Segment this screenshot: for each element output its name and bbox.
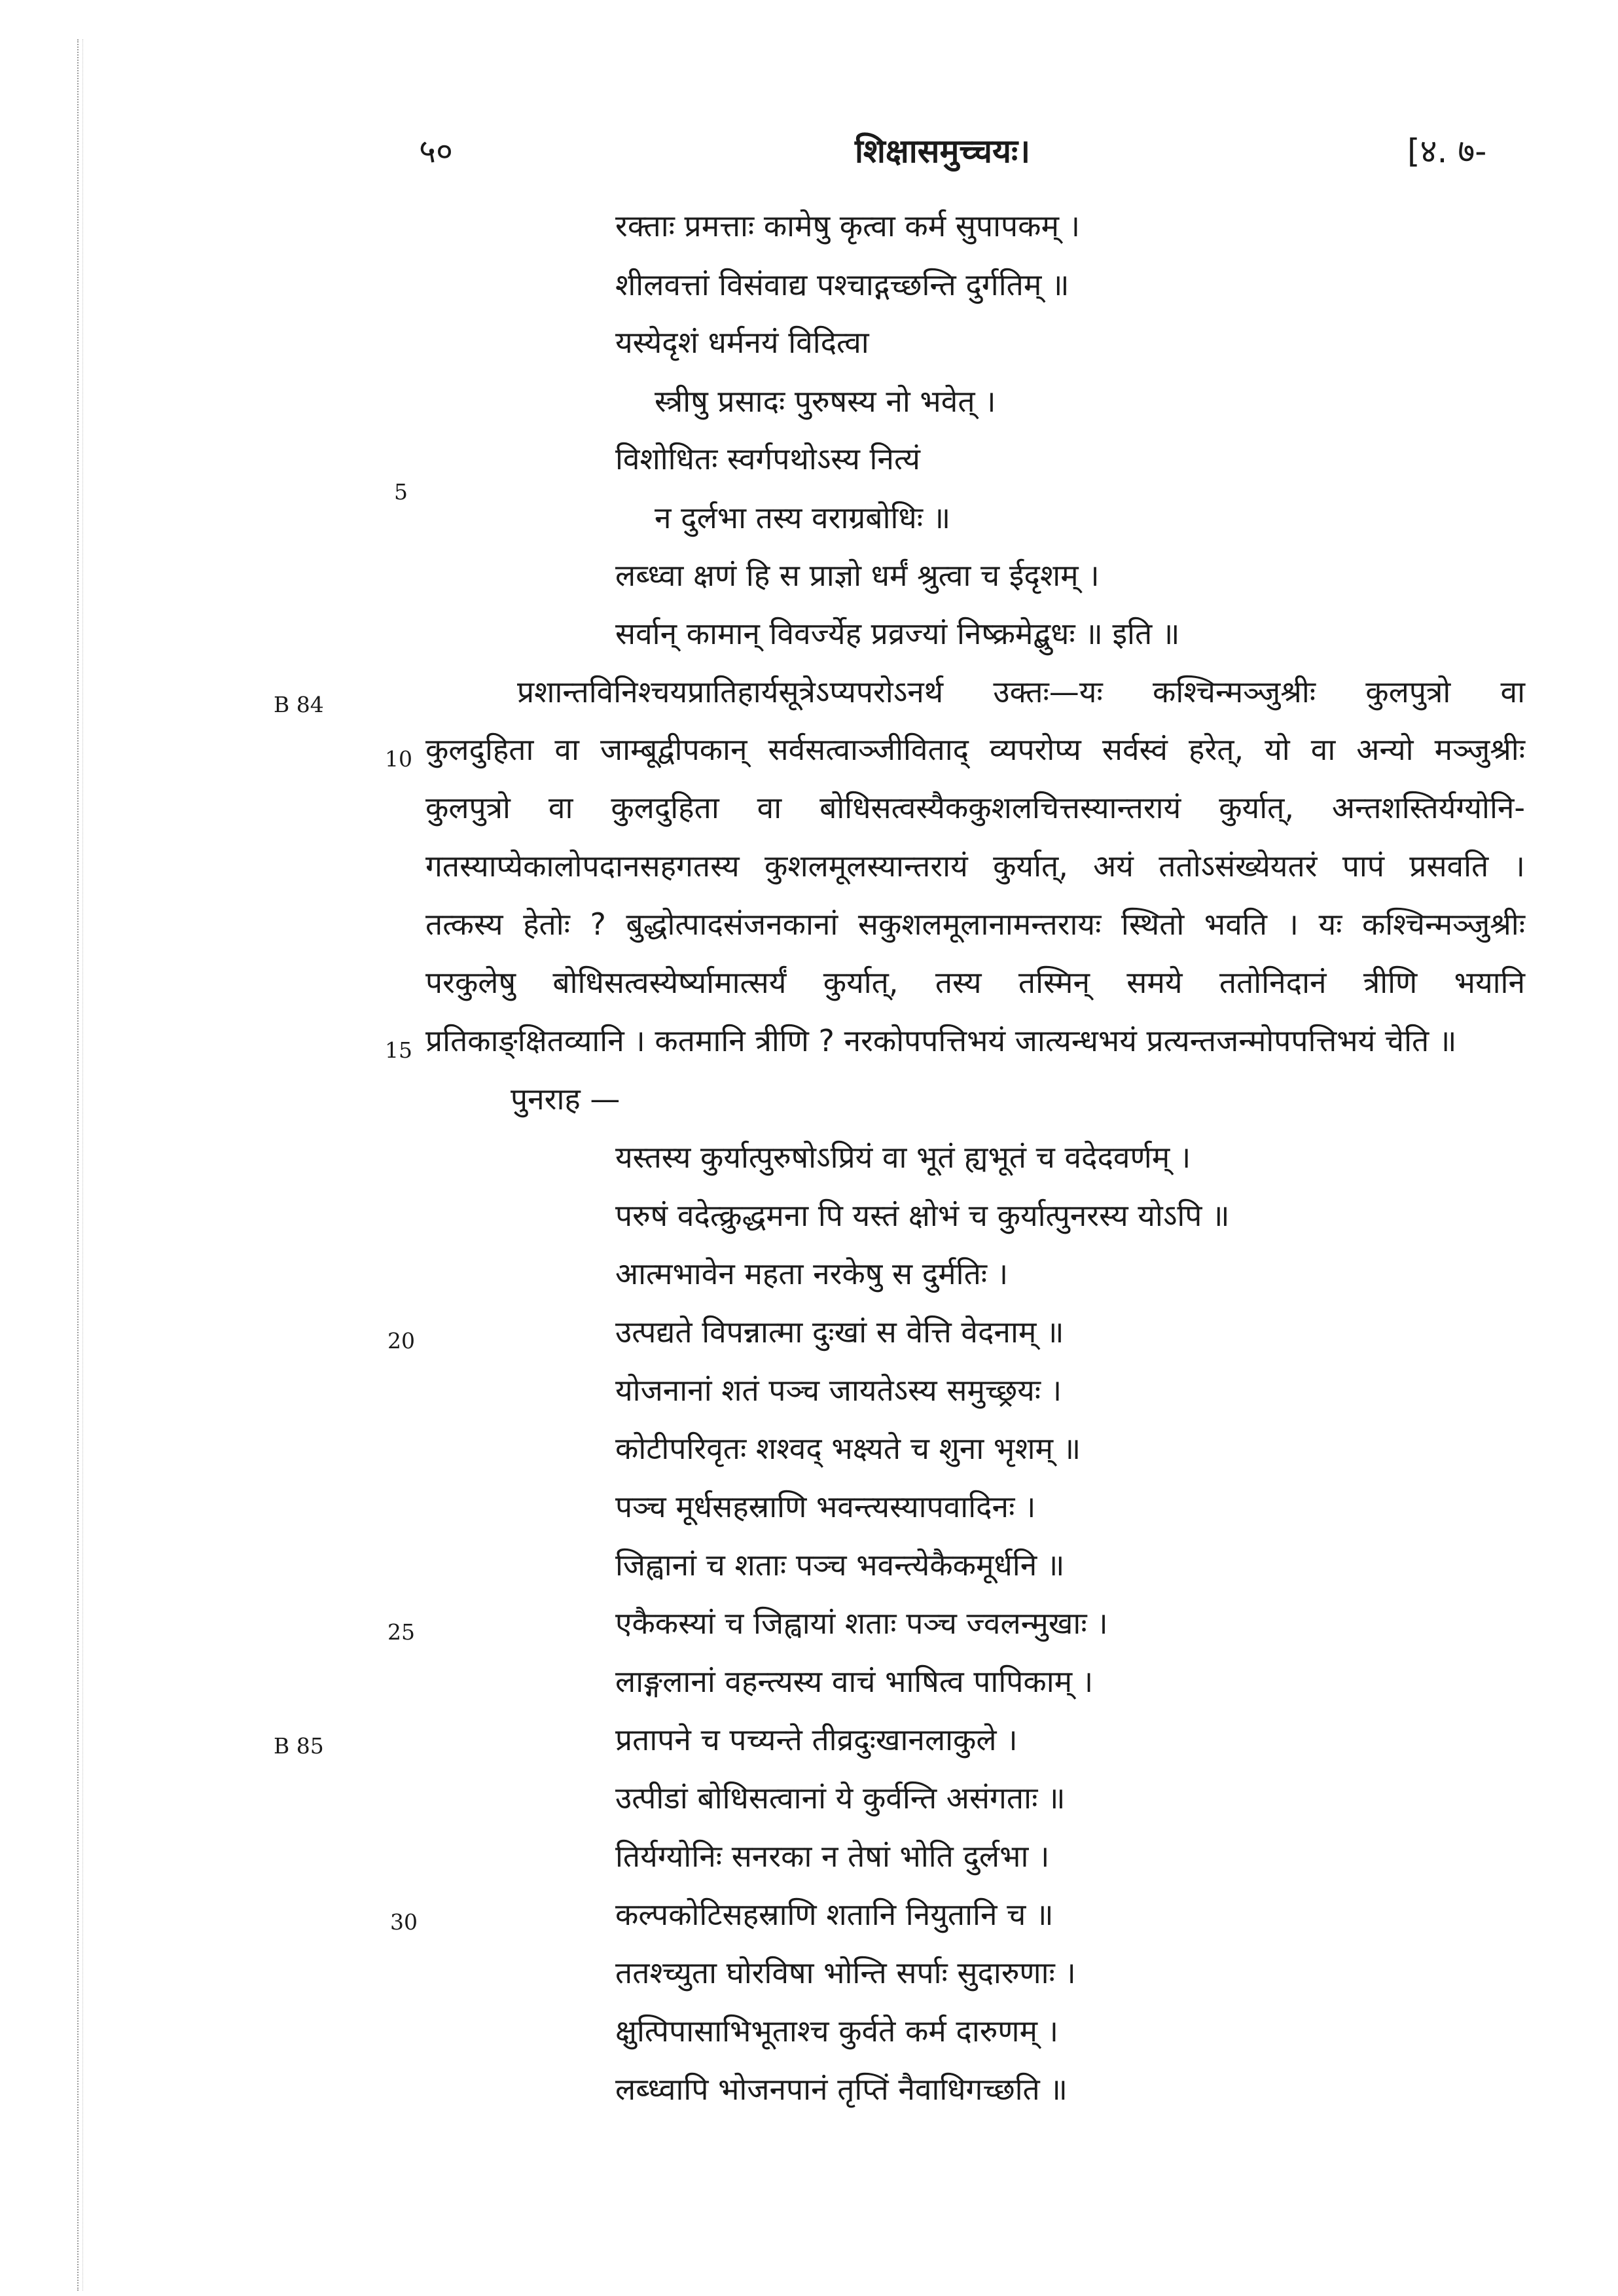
margin-reference: B 85 [274,1733,324,1759]
text-line: जिह्वानां च शताः पञ्च भवन्त्येकैकमूर्धनि ॥ [615,1547,1065,1583]
text-line: आत्मभावेन महता नरकेषु स दुर्मतिः । [615,1256,1009,1291]
text-line: स्त्रीषु प्रसादः पुरुषस्य नो भवेत् । [655,384,996,419]
text-line: यस्येदृशं धर्मनयं विदित्वा [615,325,869,360]
text-line: प्रतापने च पच्यन्ते तीव्रदुःखानलाकुले । [615,1722,1018,1757]
text-line: योजनानां शतं पञ्च जायतेऽस्य समुच्छ्रयः । [615,1372,1062,1408]
text-line: क्षुत्पिपासाभिभूताश्च कुर्वते कर्म दारुणम् । [615,2013,1059,2049]
text-line: विशोधितः स्वर्गपथोऽस्य नित्यं [615,441,920,476]
line-number: 20 [387,1328,415,1354]
text-line: उत्पीडां बोधिसत्वानां ये कुर्वन्ति असंगताः ॥ [615,1780,1066,1816]
page-number: ५० [419,132,453,170]
text-line: परुषं वदेत्क्रुद्धमना पि यस्तं क्षोभं च कुर्यात्पुनरस्य योऽपि ॥ [615,1198,1230,1233]
text-line: कल्पकोटिसहस्राणि शतानि नियुतानि च ॥ [615,1897,1054,1932]
binding-edge [77,39,83,2291]
text-line: कुलपुत्रो वा कुलदुहिता वा बोधिसत्वस्यैककुशलचित्तस्यान्तरायं कुर्यात्, अन्तशस्तिर्यग्योनि- [425,790,1525,825]
text-line: पुनराह — [511,1081,620,1117]
text-line: कुलदुहिता वा जाम्बूद्वीपकान् सर्वसत्वाञ्जीविताद् व्यपरोप्य सर्वस्वं हरेत्, यो वा अन्यो मञ्जुश्रीः [425,732,1525,767]
page-header [0,128,1618,180]
text-line: उत्पद्यते विपन्नात्मा दुःखां स वेत्ति वेदनाम् ॥ [615,1314,1064,1350]
text-line: कोटीपरिवृतः शश्वद् भक्ष्यते च शुना भृशम् ॥ [615,1431,1081,1466]
text-line: सर्वान् कामान् विवर्ज्येह प्रव्रज्यां निष्क्रमेद्बुधः ॥ इति ॥ [615,616,1180,651]
running-title: शिक्षासमुच्चयः। [854,132,1031,170]
text-line: रक्ताः प्रमत्ताः कामेषु कृत्वा कर्म सुपापकम् । [615,208,1081,243]
text-line: तिर्यग्योनिः सनरका न तेषां भोति दुर्लभा । [615,1839,1050,1874]
text-line: प्रतिकाङ्क्षितव्यानि । कतमानि त्रीणि ? नरकोपपत्तिभयं जात्यन्धभयं प्रत्यन्तजन्मोपपत्तिभयं चेति ॥ [425,1023,1457,1058]
text-line: लाङ्गलानां वहन्त्यस्य वाचं भाषित्व पापिकाम् । [615,1664,1094,1699]
line-number: 25 [387,1619,415,1645]
text-line: तत्कस्य हेतोः ? बुद्धोत्पादसंजनकानां सकुशलमूलानामन्तरायः स्थितो भवति । यः कश्चिन्मञ्जुश्रीः [425,906,1525,942]
section-reference: [४. ७- [1407,132,1487,170]
text-line: परकुलेषु बोधिसत्वस्येर्ष्यामात्सर्यं कुर्यात्, तस्य तस्मिन् समये ततोनिदानं त्रीणि भयानि [425,965,1525,1000]
text-line: यस्तस्य कुर्यात्पुरुषोऽप्रियं वा भूतं ह्यभूतं च वदेदवर्णम् । [615,1139,1191,1175]
line-number: 10 [385,746,412,772]
margin-reference: B 84 [274,692,324,717]
text-line: लब्ध्वापि भोजनपानं तृप्तिं नैवाधिगच्छति ॥ [615,2072,1068,2107]
text-line: गतस्याप्येकालोपदानसहगतस्य कुशलमूलस्यान्तरायं कुर्यात्, अयं ततोऽसंख्येयतरं पापं प्रसवति । [425,848,1525,884]
text-line: प्रशान्तविनिश्चयप्रातिहार्यसूत्रेऽप्यपरोऽनर्थ उक्तः—यः कश्चिन्मञ्जुश्रीः कुलपुत्रो वा [517,674,1525,709]
text-line: न दुर्लभा तस्य वराग्रबोधिः ॥ [655,500,951,535]
text-line: एकैकस्यां च जिह्वायां शताः पञ्च ज्वलन्मुखाः । [615,1605,1108,1641]
line-number: 15 [385,1037,412,1063]
text-line: पञ्च मूर्धसहस्राणि भवन्त्यस्यापवादिनः । [615,1489,1036,1524]
line-number: 30 [390,1909,418,1935]
line-number: 5 [394,479,408,505]
text-line: ततश्च्युता घोरविषा भोन्ति सर्पाः सुदारुणाः । [615,1955,1076,1990]
text-line: शीलवत्तां विसंवाद्य पश्चाद्गच्छन्ति दुर्गतिम् ॥ [615,267,1070,302]
text-line: लब्ध्वा क्षणं हि स प्राज्ञो धर्मं श्रुत्वा च ईदृशम् । [615,558,1100,593]
